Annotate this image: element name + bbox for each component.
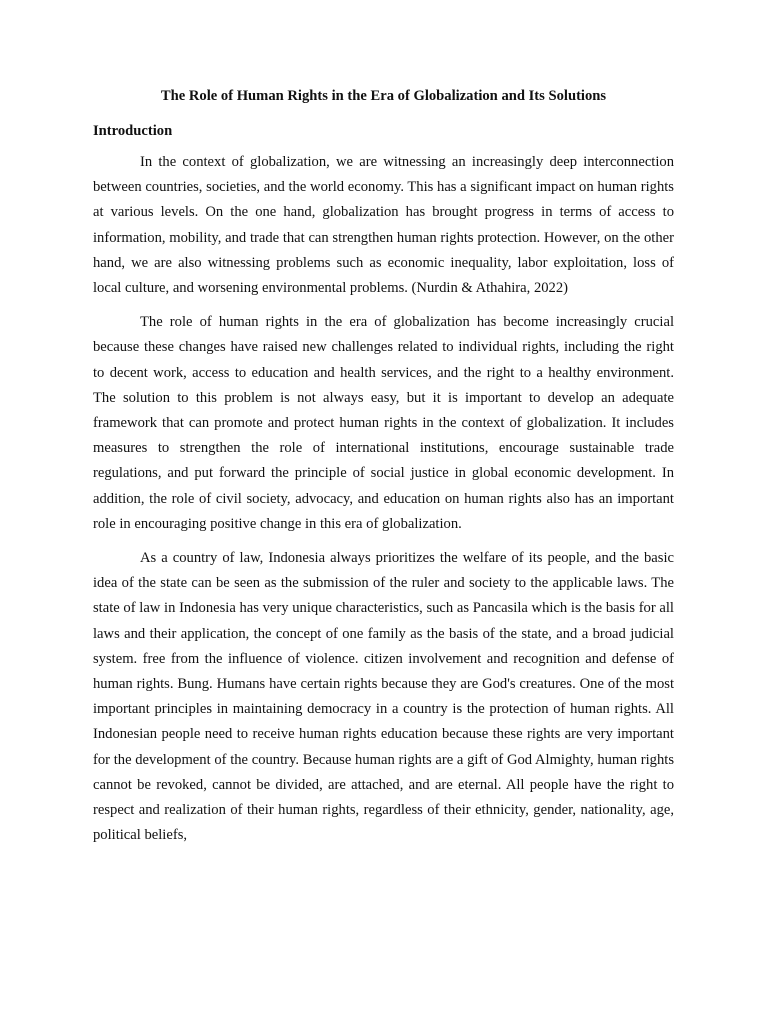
- paragraph-role-of-human-rights: The role of human rights in the era of globalization has become increasingly crucial because these changes have raised new challenges related to individual rights, including the right to decent work, access to education and health services, and the right to a healthy environment. The solution to this problem is not always easy, but it is important to develop an adequate framework that can promote and protect human rights in the context of globalization. It includes measures to strengthen the role of international institutions, encourage sustainable trade regulations, and put forward the principle of social justice in global economic development. In addition, the role of civil society, advocacy, and education on human rights also has an important role in encouraging positive change in this era of globalization.: [93, 314, 674, 532]
- paragraph-globalization-context: In the context of globalization, we are witnessing an increasingly deep interconnection between countries, societies, and the world economy. This has a significant impact on human rights at various levels. On the one hand, globalization has brought progress in terms of access to information, mobility, and trade that can strengthen human rights protection. However, on the other hand, we are also witnessing problems such as economic inequality, labor exploitation, loss of local culture, and worsening environmental problems. (Nurdin & Athahira, 2022): [93, 154, 674, 297]
- document-title: The Role of Human Rights in the Era of Globalization and Its Solutions: [160, 88, 607, 104]
- document-page: [93, 87, 674, 848]
- paragraph-indonesia-rule-of-law: As a country of law, Indonesia always prioritizes the welfare of its people, and the basic idea of the state can be seen as the submission of the ruler and society to the applicable laws. The state of law in Indonesia has very unique characteristics, such as Pancasila which is the basis for all laws and their application, the concept of one family as the basis of the state, and a broad judicial system. free from the influence of violence. citizen involvement and recognition and defense of human rights. Bung. Humans have certain rights because they are God's creatures. One of the most important principles in maintaining democracy in a country is the protection of human rights. All Indonesian people need to receive human rights education because these rights are very important for the development of the country. Because human rights are a gift of God Almighty, human rights cannot be revoked, cannot be divided, are attached, and are eternal. All people have the right to respect and realization of their human rights, regardless of their ethnicity, gender, nationality, age, political beliefs,: [93, 550, 674, 844]
- section-heading-introduction: Introduction: [93, 123, 173, 139]
